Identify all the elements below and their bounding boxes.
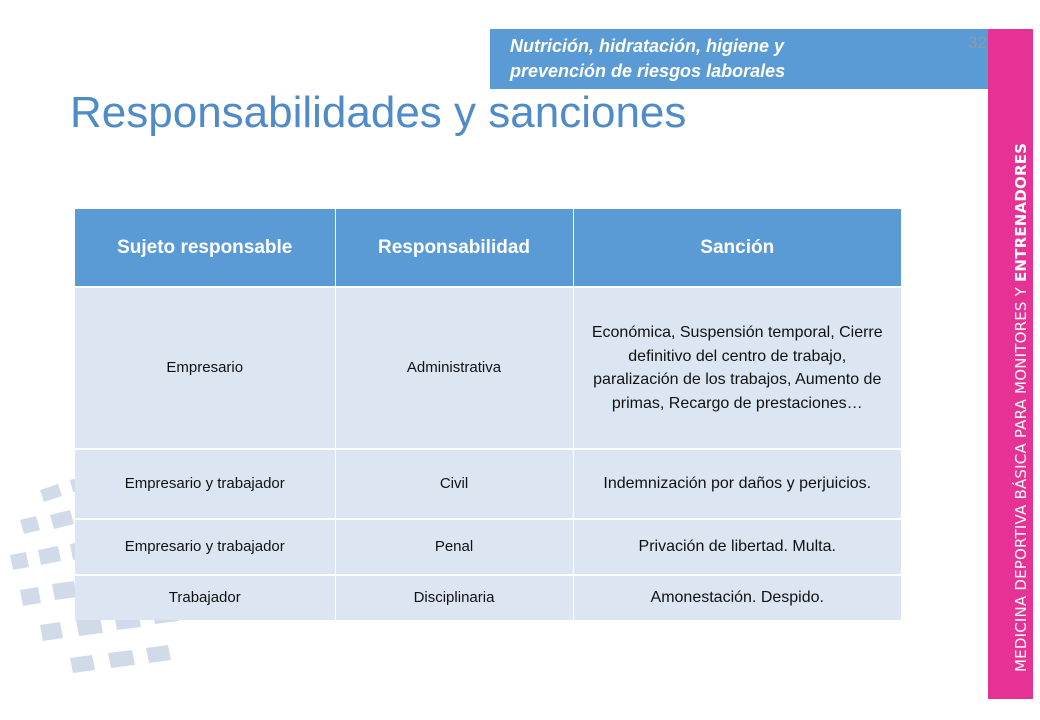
table-row	[75, 519, 901, 575]
side-bar-text-part2: ENTRENADORES	[1012, 142, 1030, 283]
cell-responsabilidad: Administrativa	[335, 287, 573, 449]
table-row	[75, 287, 901, 449]
side-bar-text	[1011, 52, 1031, 672]
page-number: 32	[968, 33, 987, 52]
cell-sancion: Amonestación. Despido.	[573, 575, 901, 620]
cell-sancion: Privación de libertad. Multa.	[573, 519, 901, 575]
course-subtitle-line1: Nutrición, hidratación, higiene y	[510, 36, 785, 56]
cell-sujeto: Trabajador	[75, 575, 335, 620]
cell-responsabilidad: Disciplinaria	[335, 575, 573, 620]
cell-sujeto: Empresario y trabajador	[75, 519, 335, 575]
side-bar-text-part1: MEDICINA DEPORTIVA BÁSICA PARA MONITORES Y	[1012, 282, 1030, 672]
table-row	[75, 449, 901, 519]
cell-sancion: Indemnización por daños y perjuicios.	[573, 449, 901, 519]
cell-sancion: Económica, Suspensión temporal, Cierre definitivo del centro de trabajo, paralización de los trabajos, Aumento de primas, Recargo de prestaciones…	[573, 287, 901, 449]
header-sujeto: Sujeto responsable	[75, 209, 335, 287]
cell-responsabilidad: Penal	[335, 519, 573, 575]
table-row	[75, 575, 901, 620]
cell-sujeto: Empresario y trabajador	[75, 449, 335, 519]
course-subtitle-line2: prevención de riesgos laborales	[510, 61, 786, 81]
course-header-box	[490, 29, 988, 89]
header-responsabilidad: Responsabilidad	[335, 209, 573, 287]
page-title: Responsabilidades y sanciones	[70, 88, 687, 137]
header-sancion: Sanción	[573, 209, 901, 287]
cell-responsabilidad: Civil	[335, 449, 573, 519]
cell-sujeto: Empresario	[75, 287, 335, 449]
responsibilities-table	[75, 209, 901, 620]
table-header-row	[75, 209, 901, 287]
